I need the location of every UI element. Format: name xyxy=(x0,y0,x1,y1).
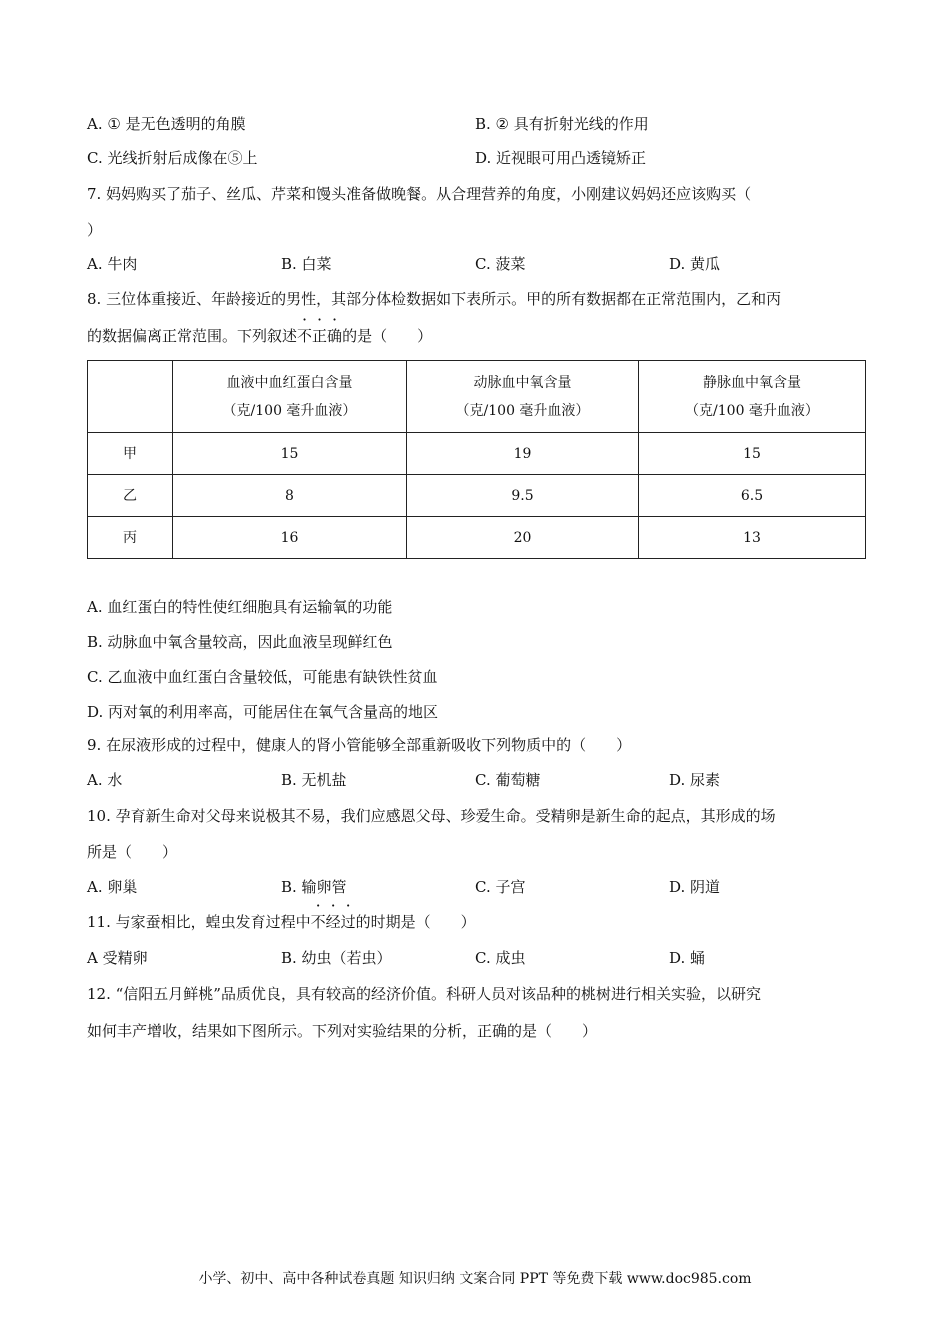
q7-option-a: A. 牛肉 xyxy=(87,255,138,273)
table-row xyxy=(88,517,866,559)
q6-option-d: D. 近视眼可用凸透镜矫正 xyxy=(475,149,647,167)
table-row xyxy=(88,433,866,475)
q10-option-b: B. 输卵管 xyxy=(281,878,347,896)
q6-option-a: A. ① 是无色透明的角膜 xyxy=(87,115,246,133)
q10-stem-line2: 所是（ ） xyxy=(87,843,178,861)
row-label: 丙 xyxy=(88,517,173,559)
q7-stem-line2: ） xyxy=(87,221,103,239)
q8-stem-pre: 的数据偏离正常范围。下列叙述 xyxy=(87,327,298,345)
q8-stem-line1: 8. 三位体重接近、年龄接近的男性，其部分体检数据如下表所示。甲的所有数据都在正常范围内，乙和丙 xyxy=(87,290,782,308)
q9-option-a: A. 水 xyxy=(87,771,123,789)
q9-stem: 9. 在尿液形成的过程中，健康人的肾小管能够全部重新吸收下列物质中的（ ） xyxy=(87,736,632,754)
table-corner-cell xyxy=(88,361,173,433)
q10-option-a: A. 卵巢 xyxy=(87,878,138,896)
q8-option-b: B. 动脉血中氧含量较高，因此血液呈现鲜红色 xyxy=(87,633,393,651)
q11-option-c: C. 成虫 xyxy=(475,949,526,967)
q11-option-d: D. 蛹 xyxy=(669,949,706,967)
row-label: 乙 xyxy=(88,475,173,517)
q11-stem xyxy=(87,912,476,932)
q8-option-d: D. 丙对氧的利用率高，可能居住在氧气含量高的地区 xyxy=(87,703,439,721)
q7-option-d: D. 黄瓜 xyxy=(669,255,721,273)
cell-arterial-oxygen: 19 xyxy=(407,433,639,475)
q7-stem-line1: 7. 妈妈购买了茄子、丝瓜、芹菜和馒头准备做晚餐。从合理营养的角度，小刚建议妈妈还应该购买（ xyxy=(87,185,752,203)
cell-arterial-oxygen: 9.5 xyxy=(407,475,639,517)
header-arterial-oxygen: 动脉血中氧含量 （克/100 毫升血液） xyxy=(407,361,639,433)
q11-emphasis-char-2: 经 xyxy=(325,913,341,931)
q8-option-c: C. 乙血液中血红蛋白含量较低，可能患有缺铁性贫血 xyxy=(87,668,438,686)
q9-option-d: D. 尿素 xyxy=(669,771,721,789)
q11-emphasis-char-1: 不 xyxy=(310,913,326,931)
header-hemoglobin: 血液中血红蛋白含量 （克/100 毫升血液） xyxy=(173,361,407,433)
q7-option-b: B. 白菜 xyxy=(281,255,332,273)
q11-stem-post: 的时期是（ ） xyxy=(355,913,476,931)
q10-option-d: D. 阴道 xyxy=(669,878,721,896)
q9-option-c: C. 葡萄糖 xyxy=(475,771,541,789)
q10-stem-line1: 10. 孕育新生命对父母来说极其不易，我们应感恩父母、珍爱生命。受精卵是新生命的起点，其形成的场 xyxy=(87,807,776,825)
q8-emphasis-char-3: 确 xyxy=(327,327,343,345)
cell-venous-oxygen: 6.5 xyxy=(639,475,866,517)
q11-option-a: A 受精卵 xyxy=(87,949,148,967)
q8-stem-post: 的是（ ） xyxy=(342,327,433,345)
q8-stem-line2 xyxy=(87,326,432,346)
q11-stem-pre: 11. 与家蚕相比，蝗虫发育过程中 xyxy=(87,913,311,931)
row-label: 甲 xyxy=(88,433,173,475)
q6-option-c: C. 光线折射后成像在⑤上 xyxy=(87,149,258,167)
q10-option-c: C. 子宫 xyxy=(475,878,526,896)
table-row xyxy=(88,475,866,517)
q8-data-table xyxy=(87,360,866,559)
q8-emphasis-char-1: 不 xyxy=(297,327,313,345)
q9-option-b: B. 无机盐 xyxy=(281,771,347,789)
q11-option-b: B. 幼虫（若虫） xyxy=(281,949,392,967)
cell-hemoglobin: 15 xyxy=(173,433,407,475)
page-footer: 小学、初中、高中各种试卷真题 知识归纳 文案合同 PPT 等免费下载 www.doc985.com xyxy=(198,1271,752,1287)
q8-option-a: A. 血红蛋白的特性使红细胞具有运输氧的功能 xyxy=(87,598,393,616)
cell-hemoglobin: 8 xyxy=(173,475,407,517)
cell-arterial-oxygen: 20 xyxy=(407,517,639,559)
cell-venous-oxygen: 15 xyxy=(639,433,866,475)
q8-emphasis-char-2: 正 xyxy=(312,327,328,345)
q12-stem-line1: 12. “信阳五月鲜桃”品质优良，具有较高的经济价值。科研人员对该品种的桃树进行相关实验，以研究 xyxy=(87,985,761,1003)
header-venous-oxygen: 静脉血中氧含量 （克/100 毫升血液） xyxy=(639,361,866,433)
q11-emphasis-char-3: 过 xyxy=(340,913,356,931)
q6-option-b: B. ② 具有折射光线的作用 xyxy=(475,115,649,133)
cell-hemoglobin: 16 xyxy=(173,517,407,559)
q12-stem-line2: 如何丰产增收，结果如下图所示。下列对实验结果的分析，正确的是（ ） xyxy=(87,1022,598,1040)
cell-venous-oxygen: 13 xyxy=(639,517,866,559)
q7-option-c: C. 菠菜 xyxy=(475,255,526,273)
table-header-row xyxy=(88,361,866,433)
